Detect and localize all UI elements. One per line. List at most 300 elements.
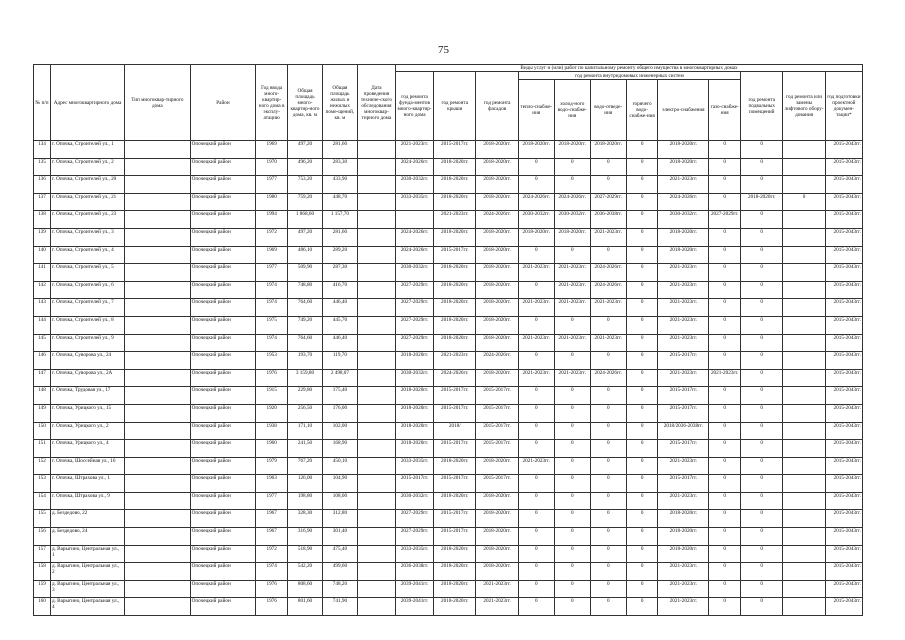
row-fund: 2018-2020гг. <box>395 404 433 422</box>
row-year-built: 1977 <box>256 492 288 510</box>
row-gas: 0 <box>709 193 741 211</box>
row-hot-water: 0 <box>626 475 658 493</box>
row-fund: 2027-2029гг. <box>395 316 433 334</box>
row-hot-water: 0 <box>626 510 658 528</box>
row-facade: 2021-2023гг. <box>476 580 518 598</box>
row-district: Опочецкий район <box>190 369 256 387</box>
row-elevator <box>783 211 825 229</box>
row-address: г. Опочка, Штрахова ул., 1 <box>50 475 124 493</box>
row-roof: 2018-2020гг. <box>434 281 476 299</box>
row-basement: 0 <box>741 440 783 458</box>
row-area-living: 281,60 <box>322 141 357 159</box>
row-basement: 0 <box>741 422 783 440</box>
row-heat: 2021-2023гг. <box>518 457 554 475</box>
row-basement: 0 <box>741 598 783 616</box>
row-district: Опочецкий район <box>190 141 256 159</box>
row-year-built: 1963 <box>256 475 288 493</box>
row-sewer: 0 <box>590 580 626 598</box>
row-address: г. Опочка, Строителей ул., 8 <box>50 316 124 334</box>
row-year-built: 1974 <box>256 563 288 581</box>
row-area-total: 764,60 <box>288 299 323 317</box>
row-basement: 0 <box>741 352 783 370</box>
row-district: Опочецкий район <box>190 387 256 405</box>
row-cold-water: 0 <box>554 316 590 334</box>
col-type: Тип многоквар-тирного дома <box>125 65 191 141</box>
row-inspection <box>357 457 395 475</box>
row-cold-water: 0 <box>554 387 590 405</box>
row-basement: 2018-2020гг. <box>741 193 783 211</box>
row-facade: 2024-2026гг. <box>476 352 518 370</box>
row-district: Опочецкий район <box>190 211 256 229</box>
row-elevator <box>783 264 825 282</box>
row-num: 141 <box>34 264 51 282</box>
row-design-docs: 2015-2043гг. <box>825 510 862 528</box>
row-gas: 0 <box>709 176 741 194</box>
row-cold-water: 0 <box>554 422 590 440</box>
row-sewer: 2021-2023гг. <box>590 228 626 246</box>
row-sewer: 2021-2023гг. <box>590 334 626 352</box>
row-cold-water: 2021-2023гг. <box>554 281 590 299</box>
row-sewer: 0 <box>590 404 626 422</box>
row-year-built: 1980 <box>256 193 288 211</box>
row-address: г. Опочка, Строителей ул., 4 <box>50 246 124 264</box>
row-year-built: 1979 <box>256 457 288 475</box>
row-gas: 0 <box>709 528 741 546</box>
row-basement: 0 <box>741 387 783 405</box>
row-area-living: 446,40 <box>322 299 357 317</box>
row-year-built: 1972 <box>256 228 288 246</box>
row-hot-water: 0 <box>626 440 658 458</box>
row-cold-water: 0 <box>554 528 590 546</box>
row-hot-water: 0 <box>626 281 658 299</box>
row-type <box>125 193 191 211</box>
row-hot-water: 0 <box>626 352 658 370</box>
row-heat: 2021-2023гг. <box>518 264 554 282</box>
row-gas: 0 <box>709 334 741 352</box>
row-inspection <box>357 193 395 211</box>
row-district: Опочецкий район <box>190 176 256 194</box>
row-inspection <box>357 158 395 176</box>
row-elevator <box>783 598 825 616</box>
row-area-total: 486,10 <box>288 246 323 264</box>
row-area-living: 281,60 <box>322 228 357 246</box>
row-sewer: 2024-2026гг. <box>590 281 626 299</box>
row-type <box>125 299 191 317</box>
row-electric: 2021-2023гг. <box>658 457 709 475</box>
row-type <box>125 228 191 246</box>
row-year-built: 1977 <box>256 176 288 194</box>
row-gas: 0 <box>709 299 741 317</box>
row-district: Опочецкий район <box>190 264 256 282</box>
row-address: д. Варыгино, Центральная ул., 1 <box>50 545 124 563</box>
row-roof: 2018-2020гг. <box>434 457 476 475</box>
table-row <box>34 228 863 246</box>
row-hot-water: 0 <box>626 457 658 475</box>
row-electric: 2018-2020гг. <box>658 158 709 176</box>
row-electric: 2018-2020гг. <box>658 228 709 246</box>
row-inspection <box>357 176 395 194</box>
row-address: г. Опочка, Строителей ул., 21 <box>50 193 124 211</box>
row-district: Опочецкий район <box>190 246 256 264</box>
row-roof: 2015-2017гг. <box>434 528 476 546</box>
row-gas: 0 <box>709 281 741 299</box>
row-elevator <box>783 176 825 194</box>
row-cold-water: 0 <box>554 246 590 264</box>
row-area-living: 748,20 <box>322 580 357 598</box>
row-fund: 2018-2020гг. <box>395 387 433 405</box>
row-type <box>125 334 191 352</box>
row-cold-water: 0 <box>554 176 590 194</box>
row-type <box>125 457 191 475</box>
row-elevator <box>783 334 825 352</box>
row-electric: 2021-2023гг. <box>658 334 709 352</box>
row-year-built: 1920 <box>256 404 288 422</box>
col-district: Район <box>190 65 256 141</box>
row-inspection <box>357 246 395 264</box>
row-inspection <box>357 211 395 229</box>
row-facade: 2018-2020гг. <box>476 158 518 176</box>
row-num: 150 <box>34 422 51 440</box>
row-elevator <box>783 141 825 159</box>
row-cold-water: 0 <box>554 352 590 370</box>
repair-schedule-table <box>33 64 863 616</box>
row-elevator <box>783 580 825 598</box>
row-hot-water: 0 <box>626 528 658 546</box>
row-roof: 2021-2023гг. <box>434 211 476 229</box>
row-hot-water: 0 <box>626 299 658 317</box>
row-gas: 0 <box>709 141 741 159</box>
row-heat: 2024-2026гг. <box>518 193 554 211</box>
row-roof: 2018-2020гг. <box>434 334 476 352</box>
row-basement: 0 <box>741 264 783 282</box>
row-hot-water: 0 <box>626 158 658 176</box>
row-district: Опочецкий район <box>190 281 256 299</box>
row-type <box>125 387 191 405</box>
row-area-living: 102,00 <box>322 422 357 440</box>
row-type <box>125 176 191 194</box>
row-inspection <box>357 422 395 440</box>
table-row <box>34 264 863 282</box>
row-elevator: 0 <box>783 193 825 211</box>
row-electric: 2018-2020гг. <box>658 246 709 264</box>
row-area-total: 767,20 <box>288 457 323 475</box>
row-elevator <box>783 545 825 563</box>
row-electric: 2018-2020гг. <box>658 528 709 546</box>
row-inspection <box>357 492 395 510</box>
row-hot-water: 0 <box>626 598 658 616</box>
row-basement: 0 <box>741 563 783 581</box>
row-design-docs: 2015-2043гг. <box>825 211 862 229</box>
row-type <box>125 281 191 299</box>
table-row <box>34 158 863 176</box>
row-inspection <box>357 387 395 405</box>
col-cold-water: холод-ного водо-снабже-ния <box>554 80 590 141</box>
row-fund: 2033-2035гг. <box>395 545 433 563</box>
row-type <box>125 580 191 598</box>
row-facade: 2018-2020гг. <box>476 545 518 563</box>
row-sewer: 0 <box>590 528 626 546</box>
row-year-built: 1976 <box>256 369 288 387</box>
row-facade: 2018-2020гг. <box>476 141 518 159</box>
row-area-total: 256,50 <box>288 404 323 422</box>
row-sewer: 0 <box>590 352 626 370</box>
row-num: 142 <box>34 281 51 299</box>
row-type <box>125 316 191 334</box>
row-elevator <box>783 510 825 528</box>
row-sewer: 2024-2026гг. <box>590 369 626 387</box>
row-inspection <box>357 598 395 616</box>
row-roof: 2015-2017гг. <box>434 475 476 493</box>
row-electric: 2021-2023гг. <box>658 281 709 299</box>
row-basement: 0 <box>741 281 783 299</box>
row-hot-water: 0 <box>626 545 658 563</box>
row-area-living: 289,20 <box>322 246 357 264</box>
group-title: Виды услуг и (или) работ по капитальному ремонту общего имущества в многоквартирных домах <box>395 65 862 72</box>
row-basement: 0 <box>741 299 783 317</box>
row-district: Опочецкий район <box>190 193 256 211</box>
row-heat: 0 <box>518 352 554 370</box>
row-elevator <box>783 563 825 581</box>
row-electric: 2021-2023гг. <box>658 316 709 334</box>
row-district: Опочецкий район <box>190 404 256 422</box>
row-facade: 2018-2020гг. <box>476 281 518 299</box>
row-facade: 2018-2020гг. <box>476 299 518 317</box>
row-area-total: 496,20 <box>288 158 323 176</box>
row-hot-water: 0 <box>626 387 658 405</box>
row-electric: 2015-2017гг. <box>658 352 709 370</box>
row-fund: 2033-2035гг. <box>395 457 433 475</box>
row-sewer: 0 <box>590 158 626 176</box>
row-electric: 2018-2020гг. <box>658 545 709 563</box>
row-year-built: 1974 <box>256 299 288 317</box>
row-basement: 0 <box>741 457 783 475</box>
row-district: Опочецкий район <box>190 510 256 528</box>
row-inspection <box>357 299 395 317</box>
row-fund: 2030-2032гг. <box>395 492 433 510</box>
row-district: Опочецкий район <box>190 422 256 440</box>
row-area-total: 3 159,80 <box>288 369 323 387</box>
row-address: д. Бездедово, 22 <box>50 510 124 528</box>
row-electric: 2015-2017гг. <box>658 387 709 405</box>
row-fund: 2033-2035гг. <box>395 193 433 211</box>
row-design-docs: 2015-2043гг. <box>825 404 862 422</box>
row-area-living: 499,60 <box>322 563 357 581</box>
row-area-total: 542,20 <box>288 563 323 581</box>
row-gas: 0 <box>709 228 741 246</box>
row-facade: 2018-2020гг. <box>476 563 518 581</box>
row-area-living: 283,30 <box>322 158 357 176</box>
row-basement: 0 <box>741 316 783 334</box>
row-gas: 0 <box>709 246 741 264</box>
row-heat: 0 <box>518 510 554 528</box>
row-area-total: 497,20 <box>288 141 323 159</box>
row-fund: 2030-2032гг. <box>395 369 433 387</box>
row-cold-water: 2021-2023гг. <box>554 264 590 282</box>
row-facade: 2018-2020гг. <box>476 457 518 475</box>
row-hot-water: 0 <box>626 246 658 264</box>
row-type <box>125 404 191 422</box>
row-design-docs: 2015-2043гг. <box>825 369 862 387</box>
row-fund: 2027-2029гг. <box>395 528 433 546</box>
row-address: г. Опочка, Строителей ул., 7 <box>50 299 124 317</box>
row-facade: 2018-2020гг. <box>476 528 518 546</box>
row-num: 146 <box>34 352 51 370</box>
row-design-docs: 2015-2043гг. <box>825 246 862 264</box>
row-hot-water: 0 <box>626 141 658 159</box>
row-num: 140 <box>34 246 51 264</box>
row-roof: 2018/ <box>434 422 476 440</box>
row-area-total: 764,60 <box>288 334 323 352</box>
table-row <box>34 316 863 334</box>
table-row <box>34 387 863 405</box>
row-design-docs: 2015-2043гг. <box>825 334 862 352</box>
row-basement: 0 <box>741 141 783 159</box>
row-heat: 0 <box>518 246 554 264</box>
row-heat: 2018-2020гг. <box>518 228 554 246</box>
row-roof: 2015-2017гг. <box>434 440 476 458</box>
row-facade: 2018-2020гг. <box>476 228 518 246</box>
col-facade: год ремонта фасадов <box>476 72 518 141</box>
row-electric: 2024-2026гг. <box>658 193 709 211</box>
col-sewer: водо-отведе-ния <box>590 80 626 141</box>
row-gas: 0 <box>709 475 741 493</box>
row-design-docs: 2015-2043гг. <box>825 580 862 598</box>
row-num: 152 <box>34 457 51 475</box>
row-address: д. Варыгино, Центральная ул., 4 <box>50 598 124 616</box>
row-electric: 2015-2017гг. <box>658 404 709 422</box>
row-num: 136 <box>34 176 51 194</box>
row-area-living: 446,40 <box>322 334 357 352</box>
row-roof: 2018-2020гг. <box>434 598 476 616</box>
row-basement: 0 <box>741 510 783 528</box>
row-type <box>125 598 191 616</box>
row-heat: 0 <box>518 422 554 440</box>
row-area-total: 241,50 <box>288 440 323 458</box>
row-num: 148 <box>34 387 51 405</box>
row-roof: 2018-2020гг. <box>434 563 476 581</box>
row-fund: 2015-2017гг. <box>395 475 433 493</box>
row-sewer: 2036-2038гг. <box>590 211 626 229</box>
row-roof: 2015-2017гг. <box>434 246 476 264</box>
row-year-built: 1970 <box>256 158 288 176</box>
row-address: г. Опочка, Строителей ул., 23 <box>50 211 124 229</box>
row-cold-water: 2024-2026гг. <box>554 193 590 211</box>
row-heat: 0 <box>518 492 554 510</box>
row-design-docs: 2015-2043гг. <box>825 598 862 616</box>
row-electric: 2021-2023гг. <box>658 580 709 598</box>
row-area-living: 176,00 <box>322 404 357 422</box>
row-roof: 2015-2017гг. <box>434 387 476 405</box>
row-roof: 2018-2020гг. <box>434 228 476 246</box>
row-address: д. Варыгино, Центральная ул., 3 <box>50 580 124 598</box>
row-inspection <box>357 404 395 422</box>
row-address: г. Опочка, Строителей ул., 1 <box>50 141 124 159</box>
row-inspection <box>357 475 395 493</box>
row-num: 138 <box>34 211 51 229</box>
row-address: г. Опочка, Суворова ул., 2А <box>50 369 124 387</box>
row-hot-water: 0 <box>626 422 658 440</box>
row-area-living: 301,40 <box>322 528 357 546</box>
row-year-built: 1972 <box>256 545 288 563</box>
row-sewer: 0 <box>590 387 626 405</box>
row-address: г. Опочка, Строителей ул., 3 <box>50 228 124 246</box>
row-type <box>125 563 191 581</box>
row-hot-water: 0 <box>626 369 658 387</box>
table-row <box>34 598 863 616</box>
row-type <box>125 264 191 282</box>
row-facade: 2015-2017гг. <box>476 475 518 493</box>
row-district: Опочецкий район <box>190 352 256 370</box>
row-basement: 0 <box>741 334 783 352</box>
row-design-docs: 2015-2043гг. <box>825 387 862 405</box>
row-hot-water: 0 <box>626 334 658 352</box>
row-gas: 0 <box>709 545 741 563</box>
row-design-docs: 2015-2043гг. <box>825 422 862 440</box>
row-hot-water: 0 <box>626 580 658 598</box>
row-design-docs: 2015-2043гг. <box>825 141 862 159</box>
col-area-living: Общая площадь жилых и нежилых поме-щений, кв. м <box>322 65 357 141</box>
row-area-living: 448,70 <box>322 193 357 211</box>
row-facade: 2021-2023гг. <box>476 598 518 616</box>
row-heat: 0 <box>518 316 554 334</box>
row-electric: 2018/2036-2038гг. <box>658 422 709 440</box>
row-gas: 0 <box>709 492 741 510</box>
row-num: 157 <box>34 545 51 563</box>
row-inspection <box>357 141 395 159</box>
row-district: Опочецкий район <box>190 228 256 246</box>
row-year-built: 1967 <box>256 528 288 546</box>
row-district: Опочецкий район <box>190 440 256 458</box>
row-address: г. Опочка, Строителей ул., 6 <box>50 281 124 299</box>
row-sewer: 0 <box>590 246 626 264</box>
row-basement: 0 <box>741 475 783 493</box>
row-sewer: 0 <box>590 457 626 475</box>
row-heat: 0 <box>518 440 554 458</box>
row-area-total: 753,20 <box>288 176 323 194</box>
row-design-docs: 2015-2043гг. <box>825 299 862 317</box>
row-elevator <box>783 492 825 510</box>
col-hot-water: горячего водо-снабже-ния <box>626 80 658 141</box>
row-num: 159 <box>34 580 51 598</box>
row-facade: 2018-2020гг. <box>476 492 518 510</box>
row-fund: 2024-2026гг. <box>395 158 433 176</box>
row-cold-water: 0 <box>554 510 590 528</box>
row-area-total: 1 868,60 <box>288 211 323 229</box>
row-design-docs: 2015-2043гг. <box>825 545 862 563</box>
row-basement: 0 <box>741 158 783 176</box>
row-type <box>125 422 191 440</box>
row-area-living: 119,70 <box>322 352 357 370</box>
row-design-docs: 2015-2043гг. <box>825 228 862 246</box>
row-district: Опочецкий район <box>190 299 256 317</box>
row-heat: 0 <box>518 281 554 299</box>
row-area-total: 193,70 <box>288 352 323 370</box>
row-area-living: 108,00 <box>322 492 357 510</box>
row-roof: 2018-2020гг. <box>434 176 476 194</box>
row-hot-water: 0 <box>626 264 658 282</box>
row-heat: 2021-2023гг. <box>518 299 554 317</box>
table-row <box>34 510 863 528</box>
row-gas: 0 <box>709 264 741 282</box>
table-row <box>34 352 863 370</box>
row-electric: 2021-2023гг. <box>658 299 709 317</box>
row-num: 134 <box>34 141 51 159</box>
row-gas: 0 <box>709 404 741 422</box>
row-roof: 2018-2020гг. <box>434 299 476 317</box>
row-heat: 2021-2023гг. <box>518 369 554 387</box>
row-address: г. Опочка, Строителей ул., 2 <box>50 158 124 176</box>
row-inspection <box>357 264 395 282</box>
